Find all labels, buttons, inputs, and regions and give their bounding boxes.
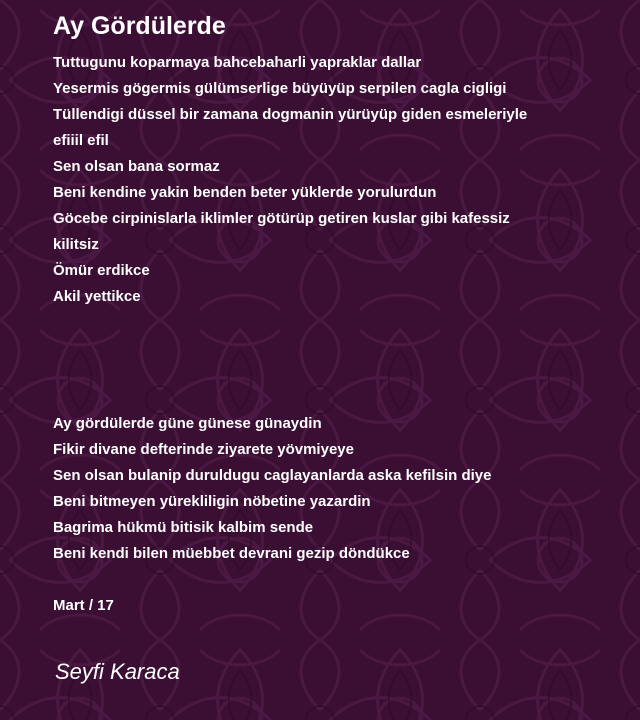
poem-line: Tuttugunu koparmaya bahcebaharli yapraklar dallar: [53, 54, 422, 71]
poem-line: Akil yettikce: [53, 288, 141, 305]
poem-line: Göcebe cirpinislarla iklimler götürüp getiren kuslar gibi kafessiz: [53, 210, 510, 227]
poem-line: Tüllendigi düssel bir zamana dogmanin yürüyüp giden esmeleriyle: [53, 106, 528, 123]
poem-line: Ay gördülerde güne günese günaydin: [53, 415, 322, 432]
poem-line: efiiil efil: [53, 132, 109, 149]
poem-title: Ay Gördülerde: [53, 12, 226, 40]
poem-line: Fikir divane defterinde ziyarete yövmiyeye: [53, 441, 354, 458]
stanza-2: [53, 411, 613, 567]
poem-date: Mart / 17: [53, 597, 114, 614]
poem-line: Beni bitmeyen yürekliligin nöbetine yazardin: [53, 493, 371, 510]
poem-line: Bagrima hükmü bitisik kalbim sende: [53, 519, 314, 536]
poem-line: Sen olsan bulanip duruldugu caglayanlarda aska kefilsin diye: [53, 467, 492, 484]
poem-line: kilitsiz: [53, 236, 99, 253]
poem-line: Yesermis gögermis gülümserlige büyüyüp serpilen cagla cigligi: [53, 80, 507, 97]
poem-line: Beni kendine yakin benden beter yüklerde yorulurdun: [53, 184, 437, 201]
poem-line: Ömür erdikce: [53, 262, 150, 279]
stanza-1: [53, 50, 613, 310]
poem-line: Beni kendi bilen müebbet devrani gezip döndükce: [53, 545, 410, 562]
poem-line: Sen olsan bana sormaz: [53, 158, 220, 175]
poem-author: Seyfi Karaca: [55, 659, 180, 684]
